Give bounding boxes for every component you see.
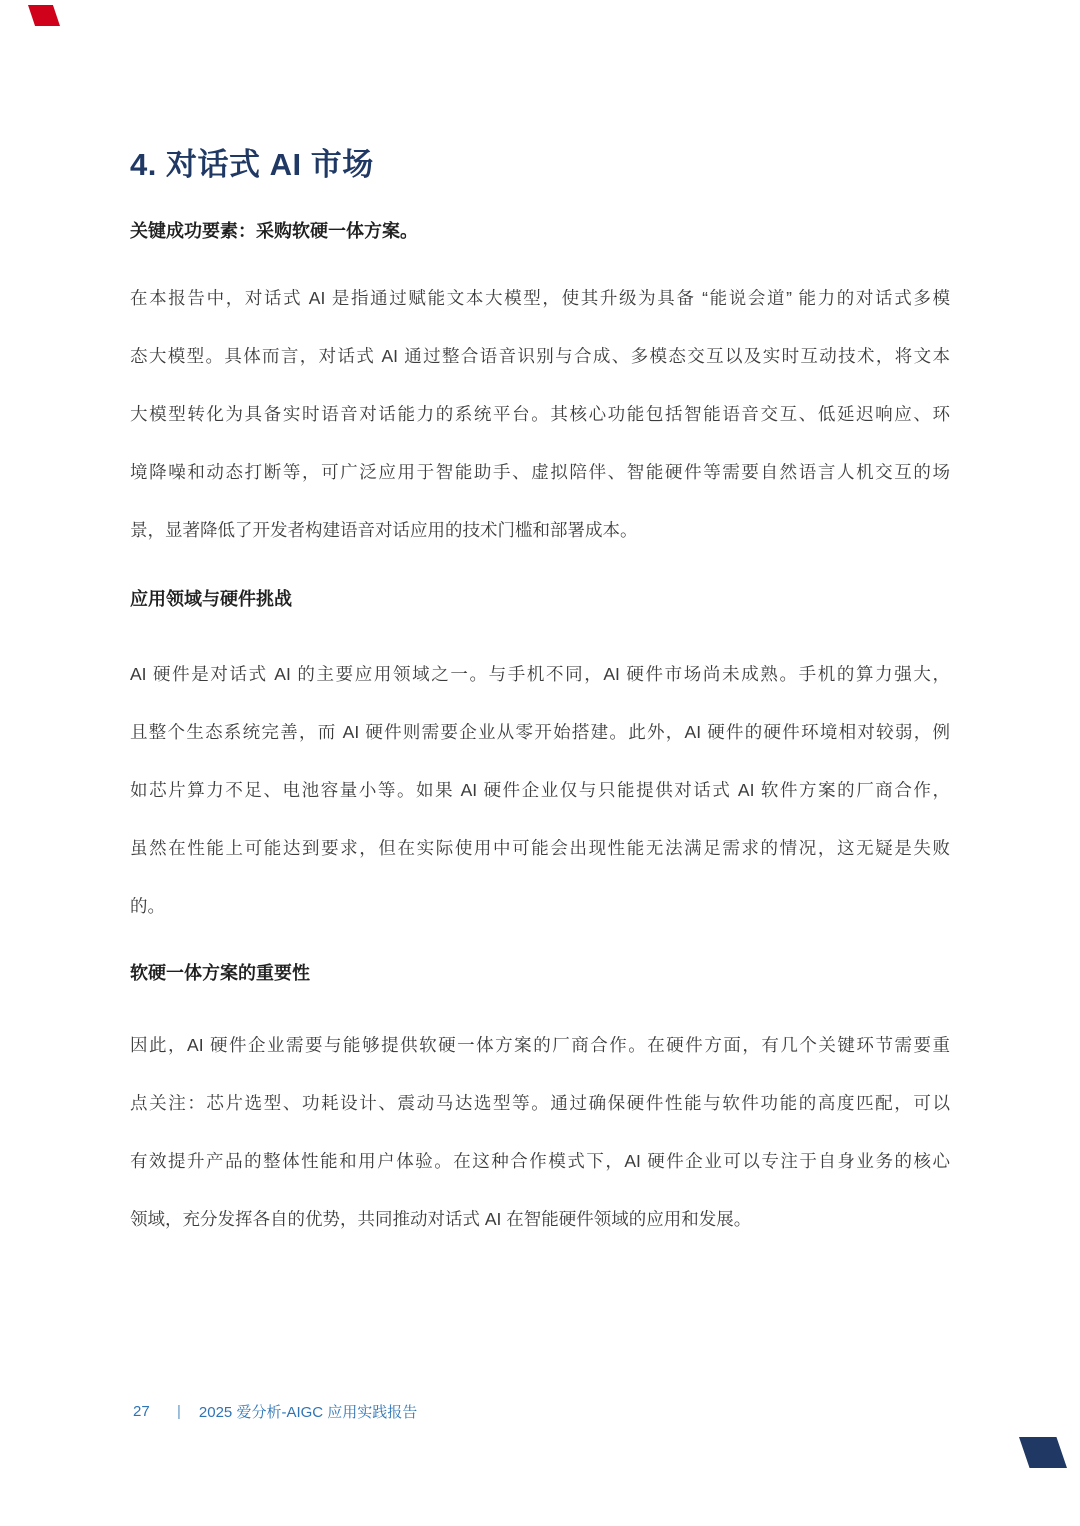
subheading-integrated-solution-importance: 软硬一体方案的重要性	[130, 963, 310, 983]
blue-corner-ribbon-icon	[1019, 1437, 1067, 1468]
text-line: 如芯片算力不足、电池容量小等。如果 AI 硬件企业仅与只能提供对话式 AI 软件方案的厂商合作，	[130, 780, 950, 800]
key-success-factor-lead: 关键成功要素：采购软硬一体方案。	[130, 221, 418, 241]
paragraph-ai-hardware-challenges	[130, 645, 950, 935]
text-line: 景，显著降低了开发者构建语音对话应用的技术门槛和部署成本。	[130, 520, 638, 540]
footer-separator: |	[177, 1403, 181, 1420]
text-line: 领域，充分发挥各自的优势，共同推动对话式 AI 在智能硬件领域的应用和发展。	[130, 1209, 752, 1229]
text-line: 态大模型。具体而言，对话式 AI 通过整合语音识别与合成、多模态交互以及实时互动技术，将文本	[130, 346, 950, 366]
red-corner-ribbon-icon	[28, 5, 60, 26]
text-line: 境降噪和动态打断等，可广泛应用于智能助手、虚拟陪伴、智能硬件等需要自然语言人机交互的场	[130, 462, 950, 482]
page-number: 27	[133, 1403, 150, 1420]
text-line: 因此，AI 硬件企业需要与能够提供软硬一体方案的厂商合作。在硬件方面，有几个关键环节需要重	[130, 1035, 950, 1055]
text-line: AI 硬件是对话式 AI 的主要应用领域之一。与手机不同，AI 硬件市场尚未成熟。手机的算力强大，	[130, 664, 950, 684]
text-line: 有效提升产品的整体性能和用户体验。在这种合作模式下，AI 硬件企业可以专注于自身业务的核心	[130, 1151, 950, 1171]
text-line: 在本报告中，对话式 AI 是指通过赋能文本大模型，使其升级为具备 “能说会道” 能力的对话式多模	[130, 288, 950, 308]
text-line: 的。	[130, 896, 165, 916]
subheading-application-hardware-challenges: 应用领域与硬件挑战	[130, 589, 292, 609]
text-line: 大模型转化为具备实时语音对话能力的系统平台。其核心功能包括智能语音交互、低延迟响应、环	[130, 404, 950, 424]
text-line: 虽然在性能上可能达到要求，但在实际使用中可能会出现性能无法满足需求的情况，这无疑是失败	[130, 838, 950, 858]
paragraph-conversational-ai-definition	[130, 269, 950, 559]
footer-report-title: 2025 爱分析-AIGC 应用实践报告	[198, 1404, 418, 1421]
text-line: 且整个生态系统完善，而 AI 硬件则需要企业从零开始搭建。此外，AI 硬件的硬件环境相对较弱，例	[130, 722, 950, 742]
page-footer	[133, 1401, 417, 1422]
text-line: 点关注：芯片选型、功耗设计、震动马达选型等。通过确保硬件性能与软件功能的高度匹配，可以	[130, 1093, 950, 1113]
page-title: 4. 对话式 AI 市场	[130, 147, 374, 182]
paragraph-integrated-solution	[130, 1016, 950, 1248]
